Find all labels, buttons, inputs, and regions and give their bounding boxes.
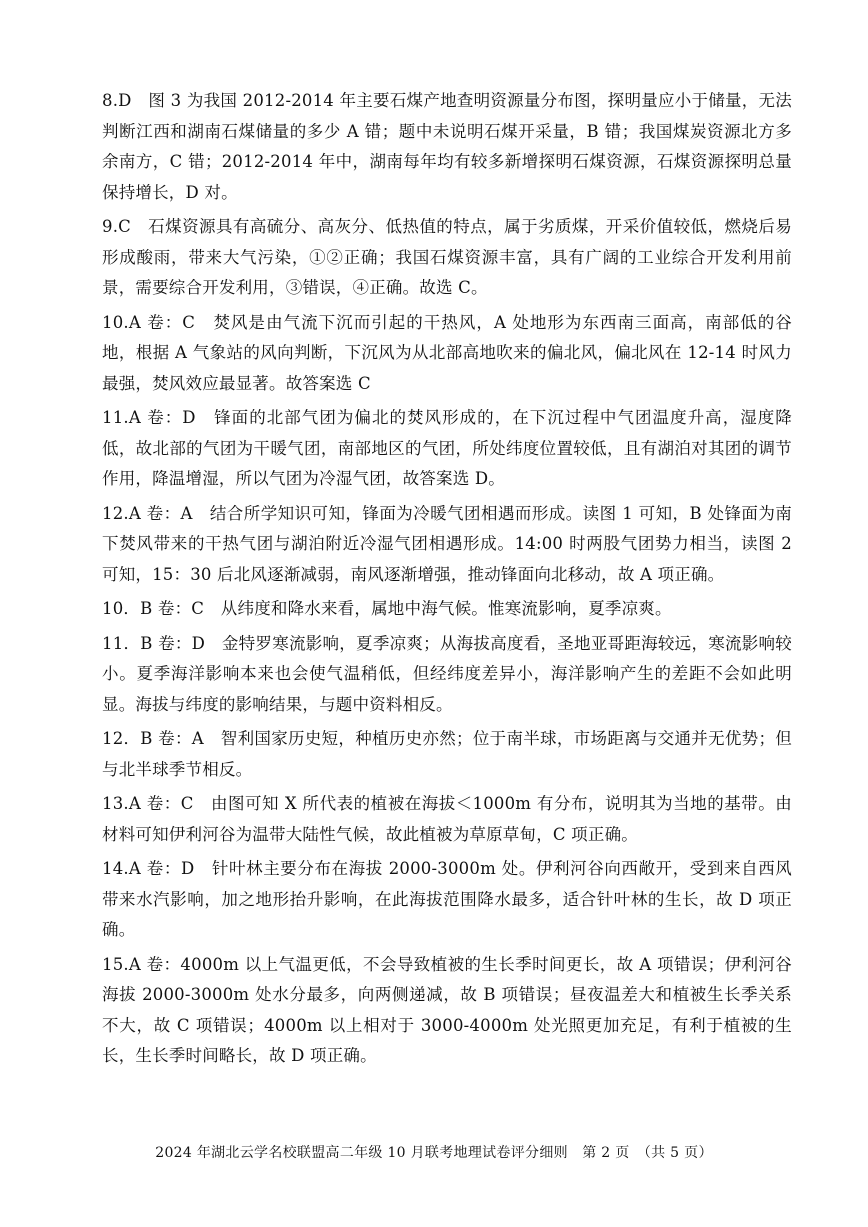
page-footer: 2024 年湖北云学名校联盟高二年级 10 月联考地理试卷评分细则 第 2 页 （共 5 页） (155, 1145, 713, 1161)
answer-11b: 11．B 卷：D 金特罗寒流影响，夏季凉爽；从海拔高度看，圣地亚哥距海较远，寒流影响较小。夏季海洋影响本来也会使气温稍低，但经纬度差异小，海洋影响产生的差距不会如此明显。海拔与纬度的影响结果，与题中资料相反。 (102, 633, 792, 714)
answer-8: 8.D 图 3 为我国 2012-2014 年主要石煤产地查明资源量分布图，探明量应小于储量，无法判断江西和湖南石煤储量的多少 A 错；题中未说明石煤开采量，B 错；我国煤炭资源北方多余南方，C 错；2012-2014 年中，湖南每年均有较多新增探明石煤资源，石煤资源探明总量保持增长，D 对。 (102, 91, 792, 202)
answer-14a: 14.A 卷：D 针叶林主要分布在海拔 2000-3000m 处。伊利河谷向西敞开，受到来自西风带来水汽影响，加之地形抬升影响，在此海拔范围降水最多，适合针叶林的生长，故 D 项正确。 (102, 859, 792, 939)
answer-10a: 10.A 卷：C 焚风是由气流下沉而引起的干热风，A 处地形为东西南三面高，南部低的谷地，根据 A 气象站的风向判断，下沉风为从北部高地吹来的偏北风，偏北风在 12-14 时风力最强，焚风效应最显著。故答案选 C (102, 312, 792, 393)
answer-9: 9.C 石煤资源具有高硫分、高灰分、低热值的特点，属于劣质煤，开采价值较低，燃烧后易形成酸雨，带来大气污染，①②正确；我国石煤资源丰富，具有广阔的工业综合开发利用前景，需要综合开发利用，③错误，④正确。故选 C。 (102, 217, 792, 297)
answer-10b: 10．B 卷：C 从纬度和降水来看，属地中海气候。惟寒流影响，夏季凉爽。 (102, 599, 672, 618)
answer-12b: 12．B 卷：A 智利国家历史短，种植历史亦然；位于南半球，市场距离与交通并无优势；但与北半球季节相反。 (102, 729, 792, 779)
answer-15a: 15.A 卷：4000m 以上气温更低，不会导致植被的生长季时间更长，故 A 项错误；伊利河谷海拔 2000-3000m 处水分最多，向两侧递减，故 B 项错误；昼夜温差大和植被生长季关系不大，故 C 项错误；4000m 以上相对于 3000-4000m 处光照更加充足，有利于植被的生长，生长季时间略长，故 D 项正确。 (102, 954, 792, 1065)
answer-13a: 13.A 卷：C 由图可知 X 所代表的植被在海拔＜1000m 有分布，说明其为当地的基带。由材料可知伊利河谷为温带大陆性气候，故此植被为草原草甸，C 项正确。 (102, 794, 792, 844)
answer-11a: 11.A 卷：D 锋面的北部气团为偏北的焚风形成的，在下沉过程中气团温度升高，湿度降低，故北部的气团为干暖气团，南部地区的气团，所处纬度位置较低，且有湖泊对其团的调节作用，降温增湿，所以气团为冷湿气团，故答案选 D。 (102, 408, 792, 488)
answer-12a: 12.A 卷：A 结合所学知识可知，锋面为冷暖气团相遇而形成。读图 1 可知，B 处锋面为南下焚风带来的干热气团与湖泊附近冷湿气团相遇形成。14:00 时两股气团势力相当，读图 2 可知，15：30 后北风逐渐减弱，南风逐渐增强，推动锋面向北移动，故 A 项正确。 (102, 503, 792, 584)
answer-explanations (102, 86, 792, 1076)
